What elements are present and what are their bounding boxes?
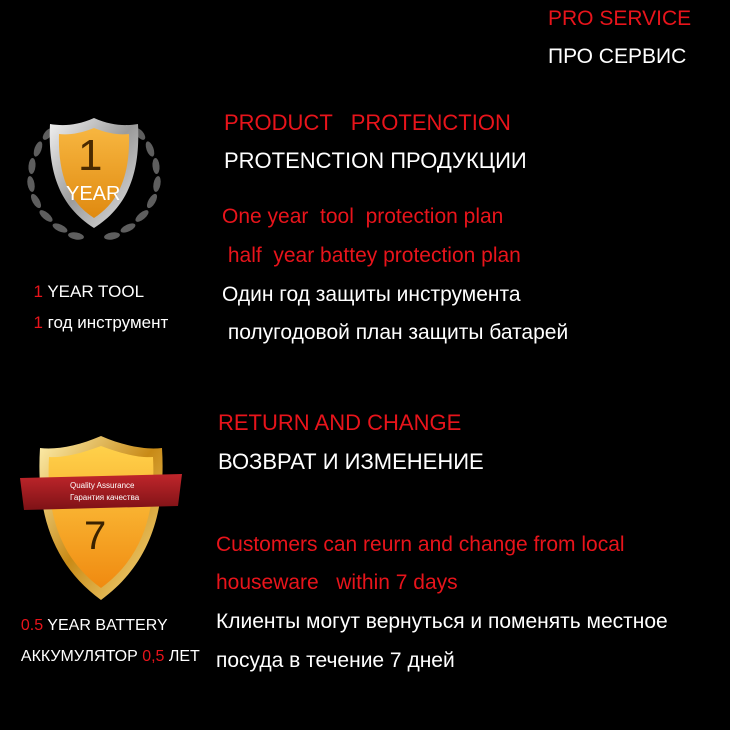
badge-seven-number: 7 [84, 514, 107, 558]
product-protection-heading-ru: PROTENCTION ПРОДУКЦИИ [224, 148, 527, 173]
tool-protection-plan-en: One year tool protection plan [222, 205, 504, 228]
return-change-heading-en: RETURN AND CHANGE [218, 410, 462, 435]
tool-protection-plan-ru: Один год защиты инструмента [222, 283, 521, 306]
one-year-tool-caption-ru: 1 год инструмент [33, 313, 169, 332]
ribbon-guarantee-ru: Гарантия качества [70, 493, 140, 502]
pro-service-title-en: PRO SERVICE [548, 7, 692, 30]
return-policy-line2-ru: посуда в течение 7 дней [216, 649, 455, 672]
one-year-tool-caption-en: 1 YEAR TOOL [33, 282, 145, 301]
return-change-heading-ru: ВОЗВРАТ И ИЗМЕНЕНИЕ [218, 449, 484, 474]
battery-caption-en: 0.5 YEAR BATTERY [20, 617, 168, 634]
quality-assurance-badge [16, 432, 186, 604]
battery-protection-plan-ru: полугодовой план защиты батарей [222, 321, 569, 344]
battery-caption-ru: АККУМУЛЯТОР 0,5 ЛЕТ [20, 648, 200, 665]
badge-one-year-word: YEAR [66, 183, 121, 205]
ribbon-quality-assurance: Quality Assurance [70, 481, 135, 490]
badge-one-number: 1 [78, 131, 103, 180]
return-policy-line1-ru: Клиенты могут вернуться и поменять местное [216, 610, 668, 633]
return-policy-line2-en: houseware within 7 days [216, 571, 458, 594]
product-protection-heading-en: PRODUCT PROTENCTION [224, 110, 511, 135]
one-year-badge [18, 104, 170, 252]
return-policy-line1-en: Customers can reurn and change from local [216, 533, 625, 556]
pro-service-title-ru: ПРО СЕРВИС [548, 45, 687, 68]
battery-protection-plan-en: half year battey protection plan [222, 244, 521, 267]
